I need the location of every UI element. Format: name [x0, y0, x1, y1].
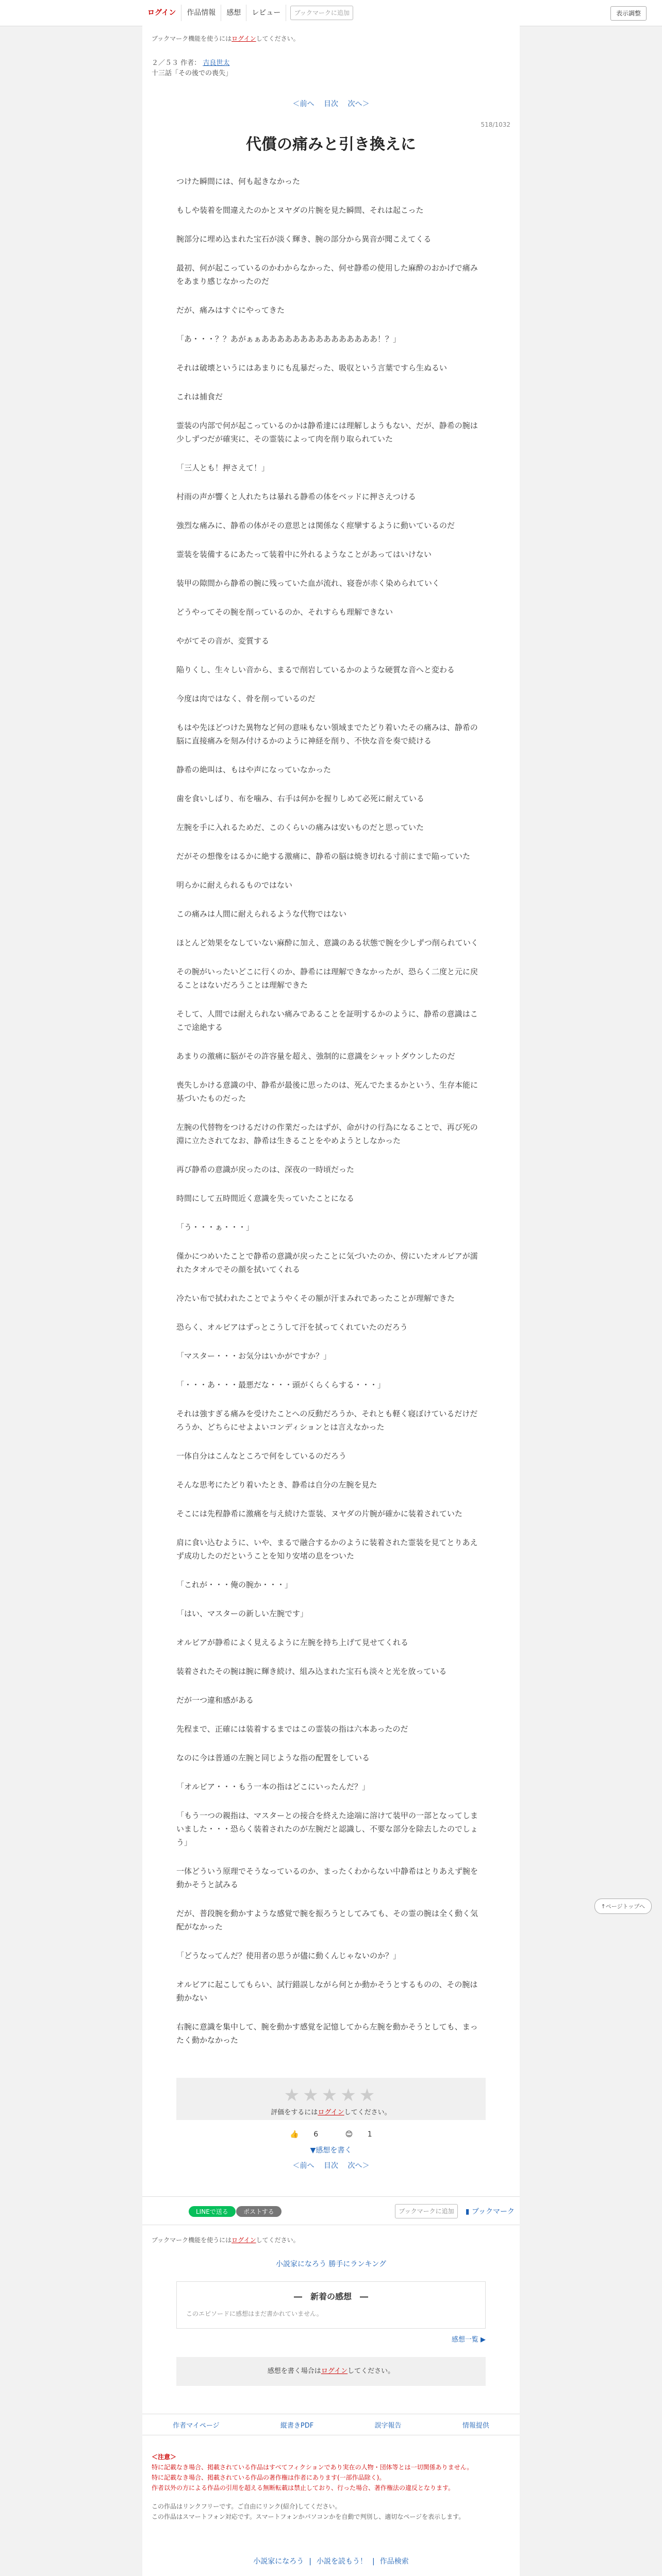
- episode-title: 代償の痛みと引き換えに: [246, 135, 416, 154]
- rating-box: [176, 2078, 486, 2120]
- prev-link[interactable]: ＜前へ: [292, 100, 315, 108]
- body-paragraph: 装甲の隙間から静希の腕に残っていた血が流れ、寝巻が赤く染められていく: [176, 579, 440, 588]
- bookmark-button[interactable]: [466, 2206, 515, 2216]
- body-paragraph: だが、普段腕を動かすような感覚で腕を振ろうとしてみても、その霊の腕は全く動く気配がなかった: [176, 1909, 478, 1931]
- body-paragraph: 時間にして五時間近く意識を失っていたことになる: [176, 1194, 355, 1203]
- vertical-pdf-link[interactable]: 縦書きPDF: [280, 2421, 314, 2430]
- review-login-box: [176, 2357, 486, 2386]
- x-post-button[interactable]: ポストする: [236, 2206, 282, 2217]
- next-link-bottom[interactable]: 次へ＞: [347, 2162, 370, 2170]
- author-link[interactable]: 吉良世太: [203, 59, 230, 67]
- write-review-link[interactable]: ▼感想を書く: [310, 2146, 352, 2155]
- works-info-link[interactable]: 作品情報: [181, 5, 221, 21]
- footer-yomou-link[interactable]: 小説を読もう！: [317, 2557, 367, 2566]
- body-paragraph: 村雨の声が響くと人れたちは暴れる静希の体をベッドに押さえつける: [176, 492, 416, 501]
- work-links-row: [142, 2414, 520, 2435]
- body-paragraph: 一体自分はこんなところで何をしているのだろう: [176, 1451, 346, 1461]
- pager-bottom: [142, 2160, 520, 2171]
- body-paragraph: 「う・・・ぁ・・・」: [176, 1223, 254, 1232]
- login-link[interactable]: ログイン: [142, 5, 181, 21]
- next-link[interactable]: 次へ＞: [347, 100, 370, 108]
- body-paragraph: だが、痛みはすぐにやってきた: [176, 306, 285, 315]
- bookmark-notice: [152, 34, 520, 43]
- smile-icon: 😊: [345, 2130, 353, 2139]
- impressions-title: ― 新着の感想 ―: [293, 2292, 368, 2301]
- body-paragraph: 明らかに耐えられるものではない: [176, 880, 293, 890]
- impressions-list-link[interactable]: 感想一覧 ▶: [451, 2336, 486, 2344]
- top-navigation-bar: [0, 0, 662, 26]
- share-row: [142, 2196, 520, 2225]
- body-paragraph: この痛みは人間に耐えられるような代物ではない: [176, 909, 347, 919]
- body-paragraph: やがてその音が、変質する: [176, 636, 270, 646]
- body-paragraph: 再び静希の意識が戻ったのは、深夜の一時頃だった: [176, 1165, 355, 1174]
- star-icon[interactable]: ★: [303, 2085, 322, 2106]
- body-paragraph: 「三人とも！押さえて！」: [176, 463, 270, 472]
- rating-hint-text: 評価をするには: [271, 2109, 318, 2116]
- caution-line4: この作品はリンクフリーです。ご自由にリンク(紹介)してください。: [152, 2503, 341, 2510]
- bookmark-add-button-bottom[interactable]: ブックマークに追加: [395, 2204, 458, 2218]
- rating-hint-suffix: してください。: [344, 2109, 391, 2116]
- display-settings-button[interactable]: 表示調整: [610, 6, 647, 21]
- episode-meta: [152, 58, 520, 79]
- star-icon[interactable]: ★: [284, 2085, 303, 2106]
- star-icon[interactable]: ★: [359, 2085, 378, 2106]
- author-label: 作者：: [180, 59, 201, 67]
- body-paragraph: 「マスター・・・お気分はいかがですか？」: [176, 1351, 332, 1361]
- body-paragraph: 陥りくし、生々しい音から、まるで削岩しているかのような硬質な音へと変わる: [176, 665, 455, 674]
- body-paragraph: オルビアに起こしてもらい、試行錯誤しながら何とか動かそうとするものの、その腕は動かない: [176, 1980, 478, 2003]
- main-content: [142, 26, 520, 2576]
- body-paragraph: 「・・・あ・・・最悪だな・・・頭がくらくらする・・・」: [176, 1380, 386, 1389]
- body-paragraph: つけた瞬間には、何も起きなかった: [176, 177, 301, 186]
- body-paragraph: 「どうなってんだ？使用者の思うが儘に動くんじゃないのか？」: [176, 1951, 401, 1960]
- pager-top: [142, 98, 520, 109]
- caution-line3: 作者以外の方による作品の引用を超える無断転載は禁止しており、行った場合、著作権法の違反となります。: [152, 2484, 455, 2492]
- notice-login-link[interactable]: ログイン: [231, 35, 256, 42]
- body-paragraph: 肩に食い込むように、いや、まるで融合するかのように装着された霊装を見てとりあえず成功したのだということを知り安堵の息をついた: [176, 1538, 478, 1561]
- star-icon[interactable]: ★: [340, 2085, 359, 2106]
- smile-count: 1: [367, 2130, 372, 2139]
- body-paragraph: そこには先程静希に激痛を与え続けた霊装、ヌヤダの片腕が確かに装着されていた: [176, 1509, 462, 1518]
- body-paragraph: 静希の絶叫は、もはや声になっていなかった: [176, 765, 332, 774]
- ranking-link[interactable]: 小説家になろう 勝手にランキング: [275, 2260, 387, 2268]
- body-paragraph: 「もう一つの親指は、マスターとの接合を終えた途端に溶けて装甲の一部となってしまいました・・・恐らく装着されたのが左腕だと認識し、不要な部分を除去したのでしょう」: [176, 1811, 478, 1847]
- chapter-title: 十三話「その後での喪失」: [152, 70, 233, 77]
- author-mypage-link[interactable]: 作者マイページ: [173, 2421, 220, 2430]
- body-paragraph: 腕部分に埋め込まれた宝石が淡く輝き、腕の部分から異音が聞こえてくる: [176, 234, 432, 244]
- info-provide-link[interactable]: 情報提供: [462, 2421, 489, 2430]
- impressions-empty: このエピソードに感想はまだ書かれていません。: [186, 2310, 323, 2317]
- body-paragraph: オルビアが静希によく見えるように左腕を持ち上げて見せてくれる: [176, 1638, 409, 1647]
- body-paragraph: 装着されたその腕は腕に輝き続け、組み込まれた宝石も淡々と光を放っている: [176, 1667, 447, 1676]
- notice-text: ブックマーク機能を使うには: [152, 35, 232, 42]
- body-paragraph: これは捕食だ: [176, 392, 223, 401]
- body-paragraph: それは強すぎる痛みを受けたことへの反動だろうか、それとも軽く寝ぼけているだけだろうか、どちらにせよよいコンディションとは言えなかった: [176, 1409, 478, 1432]
- bookmark-icon: ▮: [465, 2208, 470, 2216]
- caution-line5: この作品はスマートフォン対応です。スマートフォンかパソコンかを自動で判別し、適切なページを表示します。: [152, 2513, 465, 2520]
- index-link[interactable]: 目次: [324, 100, 338, 108]
- caution-line1: 特に記載なき場合、掲載されている作品はすべてフィクションであり実在の人物・団体等とは一切関係ありません。: [152, 2464, 473, 2471]
- review-login-suffix: してください。: [347, 2367, 395, 2375]
- body-paragraph: ほとんど効果をなしていない麻酔に加え、意識のある状態で腕を少しずつ削られていく: [176, 938, 478, 947]
- footer-sep: |: [372, 2557, 375, 2566]
- body-paragraph: 「これが・・・俺の腕か・・・」: [176, 1580, 293, 1589]
- rating-stars[interactable]: [176, 2078, 486, 2106]
- footer-links: [142, 2556, 520, 2576]
- star-icon[interactable]: ★: [321, 2085, 341, 2106]
- thumbs-up-reaction[interactable]: [284, 2130, 324, 2139]
- body-paragraph: 「あ・・・？？あがぁぁあああああああああああああああ！？」: [176, 334, 401, 344]
- body-paragraph: 左腕の代替物をつけるだけの作業だったはずが、命がけの行為になることで、再び死の淵に立たされてなお、静希は生きることをやめようとしなかった: [176, 1123, 478, 1145]
- body-paragraph: それは破壊というにはあまりにも乱暴だった、吸収という言葉ですら生ぬるい: [176, 363, 448, 372]
- bookmark-notice-bottom: [152, 2235, 520, 2244]
- body-paragraph: 冷たい布で拭われたことでようやくその額が汗まみれであったことが理解できた: [176, 1294, 455, 1303]
- caution-head: ＜注意＞: [152, 2453, 177, 2461]
- reactions: [142, 2130, 520, 2139]
- new-impressions-box: [176, 2281, 486, 2329]
- notice-bottom-suffix: してください。: [256, 2236, 300, 2244]
- body-paragraph: 先程まで、正確には装着するまではこの霊装の指は六本あったのだ: [176, 1724, 408, 1734]
- page-number: 518/1032: [481, 121, 510, 128]
- thumbs-up-icon: 👍: [290, 2130, 299, 2139]
- body-paragraph: 最初、何が起こっているのかわからなかった、何せ静希の使用した麻酔のおかげで痛みをあまり感じなかったのだ: [176, 263, 478, 286]
- body-paragraph: だがその想像をはるかに絶する激痛に、静希の脳は焼き切れる寸前にまで陥っていた: [176, 852, 471, 861]
- bookmark-label: ブックマーク: [471, 2208, 515, 2216]
- review-login-link[interactable]: ログイン: [321, 2367, 348, 2375]
- review-login-text: 感想を書く場合は: [267, 2367, 321, 2375]
- body-paragraph: 強烈な痛みに、静希の体がその意思とは関係なく痙攣するように動いているのだ: [176, 521, 455, 530]
- typo-report-link[interactable]: 誤字報告: [374, 2421, 402, 2430]
- footer-narou-link[interactable]: 小説家になろう: [253, 2557, 304, 2566]
- body-paragraph: 僅かにつめいたことで静希の意識が戻ったことに気づいたのか、傍にいたオルビアが濡れたタオルでその顔を拭いてくれる: [176, 1251, 478, 1274]
- body-paragraph: そんな思考にたどり着いたとき、静希は自分の左腕を見た: [176, 1480, 377, 1489]
- reviews-link[interactable]: レビュー: [246, 5, 286, 21]
- body-paragraph: 喪失しかける意識の中、静希が最後に思ったのは、死んでたまるかという、生存本能に基づいたものだった: [176, 1080, 478, 1103]
- body-paragraph: あまりの激痛に脳がその許容量を超え、強制的に意識をシャットダウンしたのだ: [176, 1052, 455, 1061]
- body-paragraph: 恐らく、オルビアはずっとこうして汗を拭ってくれていたのだろう: [176, 1323, 408, 1332]
- body-paragraph: もしや装着を間違えたのかとヌヤダの片腕を見た瞬間、それは起こった: [176, 206, 424, 215]
- caution-notes: [152, 2452, 510, 2522]
- body-paragraph: なのに今は普通の左腕と同じような指の配置をしている: [176, 1753, 370, 1762]
- footer-sep: |: [309, 2557, 311, 2566]
- page-top-button[interactable]: ↑ページトップへ: [594, 1899, 652, 1914]
- body-paragraph: 「オルビア・・・もう一本の指はどこにいったんだ？」: [176, 1782, 370, 1791]
- rating-hint: [176, 2107, 486, 2116]
- body-paragraph: 一体どういう原理でそうなっているのか、まったくわからない中静希はとりあえず腕を動かそうと試みる: [176, 1867, 478, 1889]
- body-paragraph: どうやってその腕を削っているのか、それすらも理解できない: [176, 607, 393, 617]
- notice-bottom-login-link[interactable]: ログイン: [231, 2236, 256, 2244]
- rating-login-link[interactable]: ログイン: [318, 2109, 344, 2116]
- notice-bottom-text: ブックマーク機能を使うには: [152, 2236, 232, 2244]
- episode-body: [176, 175, 485, 2047]
- body-paragraph: 霊装の内部で何が起こっているのかは静希達には理解しようもない、だが、静希の腕は少しずつだが確実に、その霊装によって肉を削り取られていた: [176, 421, 478, 444]
- body-paragraph: 歯を食いしばり、布を噛み、右手は何かを握りしめて必死に耐えている: [176, 794, 424, 803]
- top-nav-items: [142, 5, 353, 21]
- impressions-link[interactable]: 感想: [221, 5, 246, 21]
- line-share-button[interactable]: LINEで送る: [189, 2206, 236, 2217]
- smile-reaction[interactable]: [339, 2130, 378, 2139]
- body-paragraph: だが一つ違和感がある: [176, 1696, 254, 1705]
- index-link-bottom[interactable]: 目次: [324, 2162, 338, 2170]
- body-paragraph: 今度は肉ではなく、骨を削っているのだ: [176, 694, 316, 703]
- footer-search-link[interactable]: 作品検索: [379, 2557, 409, 2566]
- notice-text-suffix: してください。: [256, 35, 300, 42]
- body-paragraph: 左腕を手に入れるためだ、このくらいの痛みは安いものだと思っていた: [176, 823, 424, 832]
- caution-line2: 特に記載なき場合、掲載されている作品の著作権は作者にあります(一部作品除く)。: [152, 2474, 386, 2481]
- thumbs-up-count: 6: [313, 2130, 319, 2139]
- bookmark-add-button[interactable]: ブックマークに追加: [290, 6, 353, 20]
- body-paragraph: 「はい、マスターの新しい左腕です」: [176, 1609, 308, 1618]
- episode-count: ２／５３: [152, 59, 179, 67]
- body-paragraph: 右腕に意識を集中して、腕を動かす感覚を記憶してから左腕を動かそうとしても、まったく動かなかった: [176, 2022, 478, 2045]
- body-paragraph: その腕がいったいどこに行くのか、静希には理解できなかったが、恐らく二度と元に戻ることはないだろうことは理解できた: [176, 967, 478, 990]
- body-paragraph: そして、人間では耐えられない痛みであることを証明するかのように、静希の意識はここで途絶する: [176, 1009, 478, 1032]
- body-paragraph: もはや先ほどつけた異物など何の意味もない領域までたどり着いたその痛みは、静希の脳に直接痛みを刻み付けるかのように神経を削り、不快な音を奏で続ける: [176, 723, 478, 745]
- body-paragraph: 霊装を装備するにあたって装着中に外れるようなことがあってはいけない: [176, 550, 432, 559]
- prev-link-bottom[interactable]: ＜前へ: [292, 2162, 315, 2170]
